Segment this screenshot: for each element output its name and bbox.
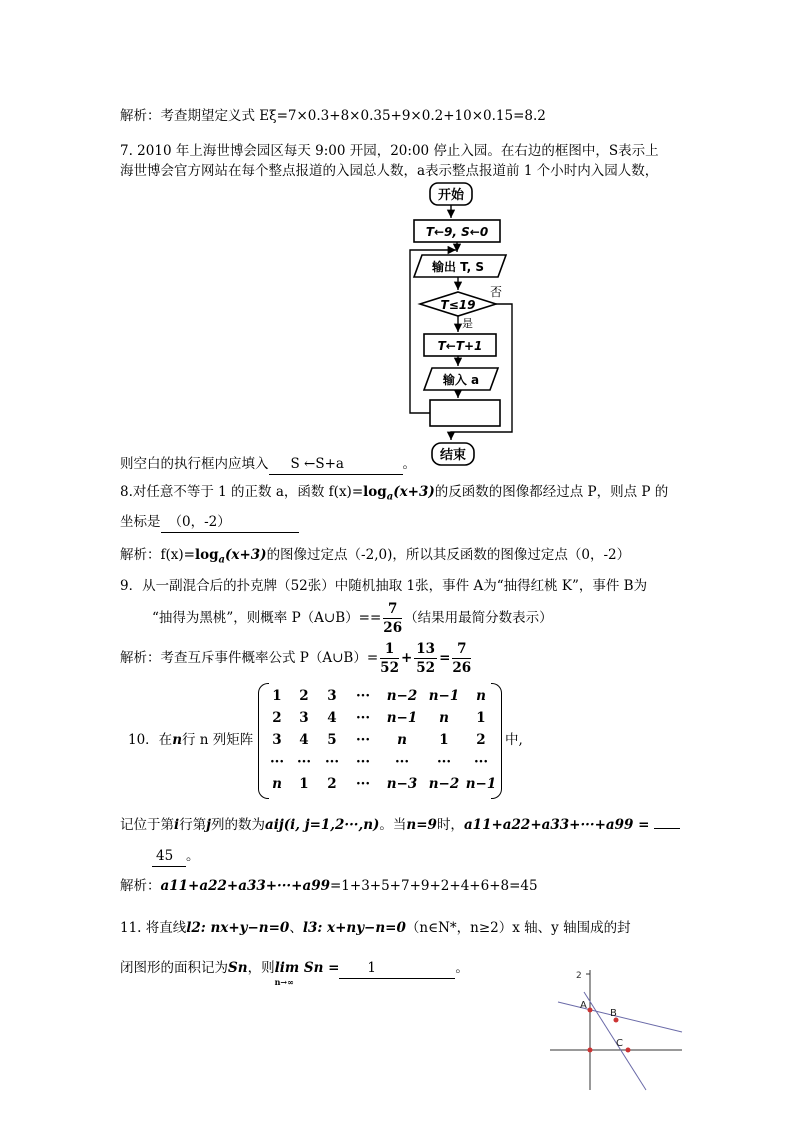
q10-sol-b: =1+3+5+7+9+2+4+6+8=45 bbox=[329, 878, 538, 894]
q11-line2-b: ，则 bbox=[247, 960, 275, 976]
q10-line2-b: 行第 bbox=[179, 817, 207, 833]
q11-line2 bbox=[120, 958, 469, 987]
q9-f2-den: 52 bbox=[416, 660, 436, 676]
q8-line2-prefix: 坐标是 bbox=[120, 514, 161, 530]
matrix-cell: n−1 bbox=[386, 710, 418, 726]
q8-sol-func-sub: a bbox=[218, 554, 226, 566]
q10-line2-a: 记位于第 bbox=[120, 817, 174, 833]
q10-sum-expr: a11+a22+a33+···+a99 = bbox=[463, 817, 650, 833]
matrix-cell: 1 bbox=[439, 732, 449, 748]
q9-sol-a: 解析：考查互斥事件概率公式 P（A∪B）= bbox=[120, 650, 379, 666]
flow-output-label: 输出 T, S bbox=[431, 260, 485, 274]
q11-l3: l3: x+ny−n=0 bbox=[302, 920, 406, 936]
q7-answer-prefix: 则空白的执行框内应填入 bbox=[120, 456, 269, 472]
q10-aij: aij(i, j=1,2···,n) bbox=[265, 817, 380, 833]
matrix-cell: 3 bbox=[299, 710, 309, 726]
flow-start-label: 开始 bbox=[437, 188, 465, 203]
flow-update-label: T←T+1 bbox=[437, 339, 483, 353]
flowchart bbox=[400, 180, 520, 470]
matrix-cell: n−2 bbox=[428, 776, 460, 792]
matrix-row bbox=[264, 685, 498, 707]
flow-end-label: 结束 bbox=[439, 448, 467, 463]
q10-sol-expr: a11+a22+a33+···+a99 bbox=[160, 878, 330, 894]
q9-ans-num: 7 bbox=[383, 600, 402, 619]
matrix-cell: 3 bbox=[327, 688, 337, 704]
q10-line2 bbox=[120, 815, 680, 835]
q11-Sn: Sn bbox=[228, 960, 248, 976]
q10-i: i bbox=[174, 817, 180, 833]
q9-frac-3 bbox=[452, 640, 471, 677]
flow-blank-box bbox=[430, 400, 500, 426]
q10-prefix bbox=[128, 730, 253, 750]
graph-y-tick-label: 2 bbox=[576, 971, 582, 981]
q7-answer-suffix: 。 bbox=[402, 456, 416, 472]
q10-j: j bbox=[206, 817, 212, 833]
q10-line2-d: 。当 bbox=[379, 817, 407, 833]
q7-answer-blank: S ←S+a bbox=[269, 454, 403, 475]
q8-sol-text-b: 的图像过定点（-2,0)，所以其反函数的图像过定点（0，-2） bbox=[266, 547, 631, 563]
q9-f3-den: 26 bbox=[452, 660, 472, 676]
q9-frac-2 bbox=[414, 640, 437, 677]
graph-point-a bbox=[588, 1008, 593, 1013]
q11-sep: 、 bbox=[289, 920, 303, 936]
matrix-table bbox=[264, 685, 498, 795]
q10-solution bbox=[120, 876, 538, 896]
q11-answer-blank: 1 bbox=[339, 958, 455, 979]
q9-frac-1 bbox=[380, 640, 399, 677]
q10-answer-suffix: 。 bbox=[186, 848, 200, 864]
q10-answer-line bbox=[152, 846, 200, 867]
q11-lim bbox=[274, 958, 340, 987]
matrix-cell: 4 bbox=[327, 710, 337, 726]
q10-prefix-a: 10．在 bbox=[128, 732, 173, 748]
graph-label-a: A bbox=[580, 1000, 587, 1011]
q8-text-b: 的反函数的图像都经过点 P，则点 P 的 bbox=[434, 484, 669, 500]
matrix-row bbox=[264, 729, 498, 751]
matrix-cell: n bbox=[397, 732, 407, 748]
q11-lim-sub: n→∞ bbox=[274, 977, 294, 987]
matrix-cell: 1 bbox=[299, 776, 309, 792]
q8-func: log bbox=[363, 484, 387, 500]
q8-func-arg: (x+3) bbox=[393, 484, 435, 500]
matrix-cell: 4 bbox=[299, 732, 309, 748]
q11-line1 bbox=[120, 918, 631, 938]
matrix-cell: ··· bbox=[355, 776, 371, 792]
matrix-cell: 5 bbox=[327, 732, 337, 748]
matrix-row bbox=[264, 707, 498, 729]
q6-solution: 解析：考查期望定义式 Eξ=7×0.3+8×0.35+9×0.2+10×0.15=8.2 bbox=[120, 108, 546, 124]
matrix-cell: n−1 bbox=[465, 776, 497, 792]
q7-answer-line bbox=[120, 454, 416, 475]
matrix-cell: ··· bbox=[436, 754, 452, 770]
q9-line2-a: “抽得为黑桃”，则概率 P（A∪B）== bbox=[152, 610, 382, 626]
graph-label-c: C bbox=[616, 1038, 623, 1049]
matrix-cell: ··· bbox=[355, 710, 371, 726]
q11-suffix: x 轴、y 轴围成的封 bbox=[512, 920, 631, 936]
matrix-cell: n−3 bbox=[386, 776, 418, 792]
q9-f1-den: 52 bbox=[380, 660, 399, 676]
q11-lim-expr: lim Sn = bbox=[274, 960, 340, 976]
q9-answer-fraction bbox=[383, 600, 402, 637]
q10-line2-blank bbox=[654, 828, 680, 829]
q11-graph bbox=[548, 964, 684, 1094]
q10-line2-e: 时， bbox=[436, 817, 464, 833]
q9-line2-b: （结果用最简分数表示） bbox=[404, 610, 553, 626]
q10-cond: n=9 bbox=[406, 817, 437, 833]
q9-eq: = bbox=[439, 650, 451, 666]
q11-answer-suffix: 。 bbox=[455, 960, 469, 976]
q8-text-a: 8.对任意不等于 1 的正数 a，函数 f(x)= bbox=[120, 484, 364, 500]
q9-line1: 9．从一副混合后的扑克牌（52张）中随机抽取 1张，事件 A为“抽得红桃 K”，事件 B为 bbox=[120, 578, 648, 594]
matrix-cell: n−1 bbox=[428, 688, 460, 704]
graph-label-b: B bbox=[610, 1008, 617, 1019]
matrix-cell: 2 bbox=[272, 710, 282, 726]
q11-prefix: 11. 将直线 bbox=[120, 920, 187, 936]
q9-f3-num: 7 bbox=[452, 640, 471, 659]
matrix-cell: ··· bbox=[355, 688, 371, 704]
matrix-cell: 1 bbox=[272, 688, 282, 704]
matrix-cell: 2 bbox=[327, 776, 337, 792]
matrix-cell: ··· bbox=[296, 754, 312, 770]
q10-matrix bbox=[258, 683, 502, 797]
q8-answer-blank: （0，-2） bbox=[161, 512, 299, 533]
flow-condition-label: T≤19 bbox=[440, 298, 476, 312]
q10-prefix-b: 行 n 列矩阵 bbox=[182, 732, 254, 748]
q7-line1: 7. 2010 年上海世博会园区每天 9:00 开园，20:00 停止入园。在右边的框图中，S表示上 bbox=[120, 143, 659, 159]
q9-line2 bbox=[152, 598, 553, 638]
q8-sol-text-a: 解析：f(x)= bbox=[120, 547, 195, 563]
q11-cond: （n∈N*，n≥2） bbox=[405, 920, 513, 936]
q8-line2 bbox=[120, 512, 299, 533]
matrix-cell: ··· bbox=[355, 754, 371, 770]
matrix-cell: ··· bbox=[269, 754, 285, 770]
q11-l2: l2: nx+y−n=0 bbox=[186, 920, 290, 936]
flow-input-label: 输入 a bbox=[442, 373, 480, 387]
matrix-cell: n bbox=[439, 710, 449, 726]
matrix-cell: n bbox=[272, 776, 282, 792]
flow-no-label: 否 bbox=[490, 285, 503, 299]
q9-plus: + bbox=[400, 650, 413, 666]
matrix-cell: 2 bbox=[476, 732, 486, 748]
q10-sol-a: 解析： bbox=[120, 878, 161, 894]
graph-point-origin bbox=[588, 1048, 593, 1053]
flow-yes-label: 是 bbox=[462, 317, 473, 330]
matrix-cell: 3 bbox=[272, 732, 282, 748]
matrix-cell: ··· bbox=[355, 732, 371, 748]
q7-line2: 海世博会官方网站在每个整点报道的入园总人数，a表示整点报道前 1 个小时内入园人数， bbox=[120, 163, 659, 179]
q10-answer-blank: 45 bbox=[152, 846, 186, 867]
matrix-cell: n bbox=[476, 688, 486, 704]
graph-point-c bbox=[626, 1048, 631, 1053]
q9-f1-num: 1 bbox=[380, 640, 399, 659]
matrix-cell: n−2 bbox=[386, 688, 418, 704]
q10-suffix: 中, bbox=[505, 732, 523, 748]
q8-sol-func: log bbox=[194, 547, 219, 563]
q8-func-sub: a bbox=[386, 491, 394, 503]
matrix-cell: ··· bbox=[324, 754, 340, 770]
q10-line2-c: 列的数为 bbox=[211, 817, 266, 833]
matrix-cell: ··· bbox=[473, 754, 489, 770]
q9-ans-den: 26 bbox=[383, 620, 403, 636]
q11-line2-a: 闭图形的面积记为 bbox=[120, 960, 228, 976]
matrix-cell: 2 bbox=[299, 688, 309, 704]
q9-solution bbox=[120, 638, 473, 678]
flow-init-label: T←9, S←0 bbox=[425, 225, 489, 239]
matrix-row bbox=[264, 773, 498, 795]
q8-line1 bbox=[120, 482, 668, 508]
matrix-cell: 1 bbox=[476, 710, 486, 726]
matrix-row bbox=[264, 751, 498, 773]
matrix-cell: ··· bbox=[394, 754, 410, 770]
q8-solution bbox=[120, 545, 630, 571]
q10-n: n bbox=[172, 732, 183, 748]
q9-f2-num: 13 bbox=[416, 641, 436, 657]
q8-sol-func-arg: (x+3) bbox=[225, 547, 267, 563]
